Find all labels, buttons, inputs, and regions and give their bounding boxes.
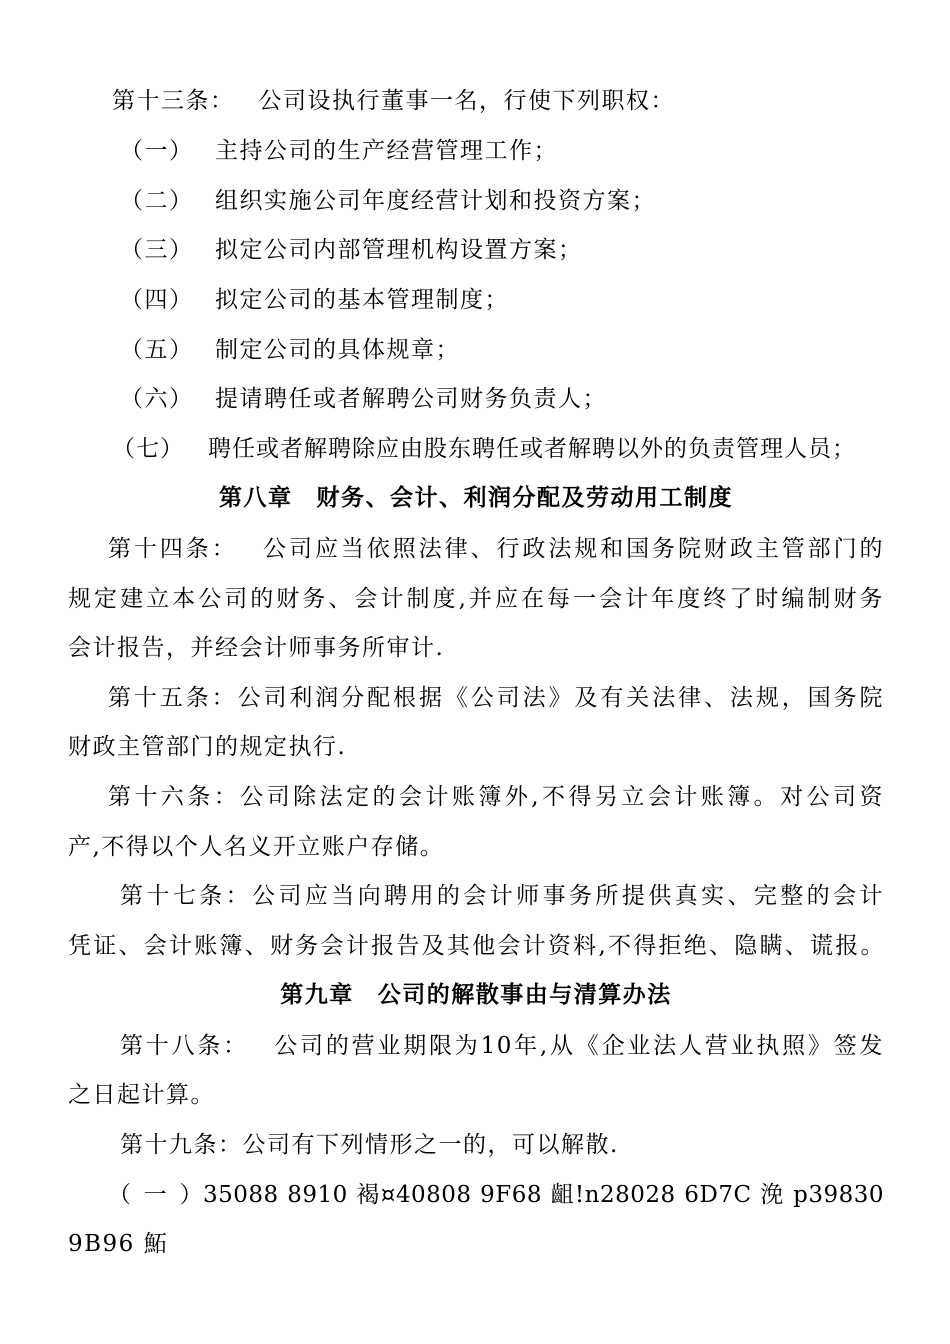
chapter-8-title: 财务、会计、利润分配及劳动用工制度 [316,484,733,511]
chapter-9-title: 公司的解散事由与清算办法 [377,981,672,1008]
item-label: （一） [120,138,194,164]
article-16-line-1: 第十六条：公司除法定的会计账簿外,不得另立会计账簿。对公司资 [108,784,884,810]
article-19-line-1: 第十九条：公司有下列情形之一的，可以解散. [120,1132,619,1158]
item-text: 主持公司的生产经营管理工作； [215,138,558,164]
article-13-item-5 [68,335,884,365]
article-19-item-1 [68,1180,884,1210]
item-text: 拟定公司内部管理机构设置方案； [215,237,583,263]
item-text: 提请聘任或者解聘公司财务负责人； [215,386,607,412]
item-text: 聘任或者解聘除应由股东聘任或者解聘以外的负责管理人员； [208,436,856,462]
article-13-lead: 第十三条： [112,88,235,114]
item-garbled-text: 35088 8910 褐¤40808 9F68 齟!n28028 6D7C 浼 p39830 [203,1182,884,1208]
item-label: （六） [120,386,194,412]
article-13-item-6 [68,384,884,414]
item-label: （四） [120,287,194,313]
item-label: （三） [120,237,194,263]
article-18-line-2: 之日起计算。 [68,1082,215,1108]
item-text: 拟定公司的基本管理制度； [215,287,509,313]
article-14-line-1 [68,534,884,564]
item-label: （一） [108,1182,203,1208]
article-14-lead: 第十四条： [108,536,238,562]
article-18-lead: 第十八条： [120,1033,249,1059]
article-13-item-2 [68,186,884,216]
article-13-item-3 [68,235,884,265]
article-13-text: 公司设执行董事一名，行使下列职权： [258,88,675,114]
article-18-text: 公司的营业期限为10年,从《企业法人营业执照》签发 [272,1033,884,1059]
item-label: （五） [120,337,194,363]
item-text: 制定公司的具体规章； [215,337,460,363]
chapter-9-number: 第九章 [280,981,354,1008]
article-15-line-2: 财政主管部门的规定执行. [68,734,347,760]
article-18-line-1 [68,1031,884,1061]
chapter-9-heading [68,980,884,1010]
article-19-item-1-continued: 9B96 鮖 [68,1231,169,1257]
article-17-line-2: 凭证、会计账簿、财务会计报告及其他会计资料,不得拒绝、隐瞒、谎报。 [68,933,884,959]
item-label: （七） [112,436,184,462]
article-14-text: 公司应当依照法律、行政法规和国务院财政主管部门的 [261,536,884,562]
article-13-item-4 [68,285,884,315]
article-13-intro [68,86,884,116]
article-13-item-7 [68,434,884,464]
article-17-line-1: 第十七条：公司应当向聘用的会计师事务所提供真实、完整的会计 [120,883,884,909]
article-14-line-3: 会计报告，并经会计师事务所审计. [68,635,445,661]
article-15-line-1: 第十五条：公司利润分配根据《公司法》及有关法律、法规，国务院 [108,685,884,711]
article-14-line-2: 规定建立本公司的财务、会计制度,并应在每一会计年度终了时编制财务 [68,586,884,612]
article-13-item-1 [68,136,884,166]
chapter-8-heading [68,483,884,513]
item-label: （二） [120,188,194,214]
chapter-8-number: 第八章 [219,484,293,511]
item-text: 组织实施公司年度经营计划和投资方案； [215,188,656,214]
article-16-line-2: 产,不得以个人名义开立账户存储。 [68,834,445,860]
